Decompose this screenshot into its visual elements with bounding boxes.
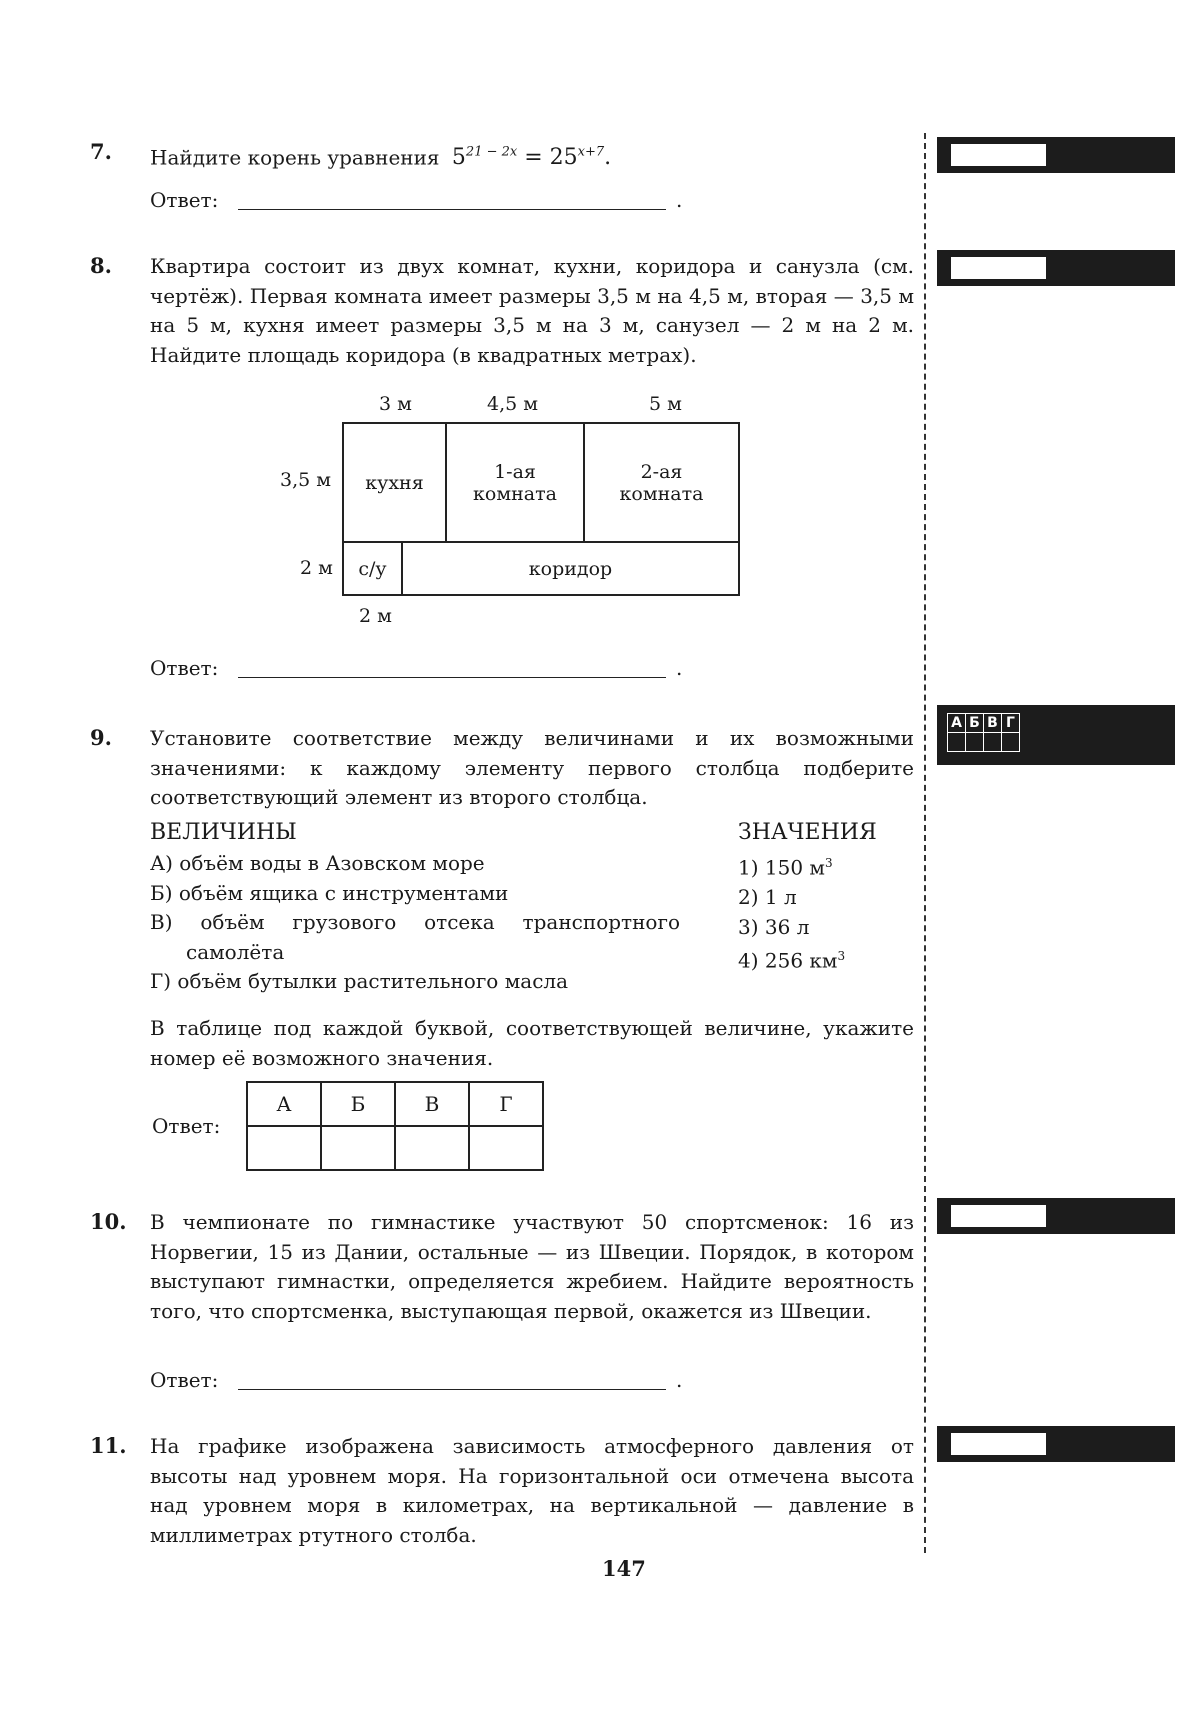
answer-marker-11 [937, 1426, 1175, 1462]
answer-marker-10 [937, 1198, 1175, 1234]
q7-answer-period: . [676, 188, 683, 212]
q9-answer-label: Ответ: [152, 1114, 221, 1138]
q9-right-header: ЗНАЧЕНИЯ [738, 820, 877, 845]
q7-answer-line[interactable] [238, 209, 666, 210]
q7-text: Найдите корень уравнения [150, 145, 440, 170]
side-header-g: Г [1002, 714, 1020, 733]
q11-number: 11. [90, 1433, 127, 1458]
plan-dim-left-2: 2 м [300, 557, 333, 579]
q8-text: Квартира состоит из двух комнат, кухни, коридора и санузла (см. чертёж). Первая комната имеет размеры 3,5 м на 4,5 м, вторая — 3,5 м на 5 м, кухня имеет размеры 3,5 м на 3 м, санузел — 2 м на 2 м. Найдите площадь коридора (в квадратных метрах). [150, 254, 914, 367]
q10-answer-label: Ответ: [150, 1368, 219, 1392]
q9-answer-cell-a[interactable] [247, 1126, 321, 1170]
plan-bathroom: с/у [342, 541, 403, 596]
q9-value-1: 1) 150 $м^3$ [738, 855, 833, 880]
q8-answer-period: . [676, 656, 683, 680]
q9-text: Установите соответствие между величинами и их возможными значениями: к каждому элементу первого столбца подберите соответствующий элемент из второго столбца. [150, 726, 914, 809]
plan-room-2: 2-ая комната [583, 422, 740, 543]
q9-value-3: 3) 36 л [738, 914, 810, 939]
q9-answer-cell-b[interactable] [321, 1126, 395, 1170]
q10-number: 10. [90, 1209, 127, 1234]
q9-item-v: В) объём грузового отсека транспортного самолёта [150, 910, 680, 964]
q7-question [150, 138, 611, 173]
q7-answer-label: Ответ: [150, 188, 219, 212]
page-number: 147 [602, 1556, 646, 1581]
plan-dim-left-1: 3,5 м [280, 469, 332, 491]
q10-text: В чемпионате по гимнастике участвуют 50 спортсменок: 16 из Норвегии, 15 из Дании, остальные — из Швеции. Порядок, в котором выступают гимнастки, определяется жребием. Найдите вероятность того, что спортсменка, выступающая первой, окажется из Швеции. [150, 1210, 914, 1323]
q9-table-header-a: А [247, 1082, 321, 1126]
side-header-v: В [984, 714, 1002, 733]
plan-corridor: коридор [401, 541, 740, 596]
cut-line [924, 133, 926, 1553]
q8-answer-line[interactable] [238, 677, 666, 678]
answer-marker-8 [937, 250, 1175, 286]
side-header-b: Б [966, 714, 984, 733]
q9-answer-cell-v[interactable] [395, 1126, 469, 1170]
answer-marker-7 [937, 137, 1175, 173]
q9-number: 9. [90, 725, 112, 750]
plan-kitchen: кухня [342, 422, 447, 543]
q9-item-a: А) объём воды в Азовском море [150, 851, 485, 875]
plan-room-1: 1-ая комната [445, 422, 585, 543]
plan-dim-top-2: 4,5 м [487, 393, 539, 415]
side-answer-grid [947, 713, 1020, 752]
q9-value-2: 2) 1 л [738, 885, 797, 910]
answer-marker-9 [937, 705, 1175, 765]
q10-answer-period: . [676, 1368, 683, 1392]
q11-text: На графике изображена зависимость атмосферного давления от высоты над уровнем моря. На горизонтальной оси отмечена высота над уровнем моря в километрах, на вертикальной — давление в миллиметрах ртутного столба. [150, 1434, 914, 1547]
plan-dim-top-3: 5 м [649, 393, 682, 415]
q9-item-b: Б) объём ящика с инструментами [150, 880, 509, 905]
q9-items [150, 849, 680, 997]
q7-number: 7. [90, 139, 112, 164]
q8-number: 8. [90, 253, 112, 278]
q9-table-header-v: В [395, 1082, 469, 1126]
q9-value-4: 4) 256 $км^3$ [738, 948, 846, 973]
q9-item-g: Г) объём бутылки растительного масла [150, 969, 569, 993]
q9-answer-table [246, 1081, 544, 1171]
q9-values [738, 849, 845, 976]
side-header-a: А [948, 714, 966, 733]
q8-answer-label: Ответ: [150, 656, 219, 680]
q9-answer-cell-g[interactable] [469, 1126, 543, 1170]
q9-instruction: В таблице под каждой буквой, соответствующей величине, укажите номер её возможного значения. [150, 1016, 914, 1070]
plan-dim-bottom: 2 м [359, 605, 392, 627]
q10-answer-line[interactable] [238, 1389, 666, 1390]
q9-left-header: ВЕЛИЧИНЫ [150, 820, 297, 845]
q9-table-header-g: Г [469, 1082, 543, 1126]
plan-dim-top-1: 3 м [379, 393, 412, 415]
q9-table-header-b: Б [321, 1082, 395, 1126]
q7-equation: $5^{21 - 2x} = 25^{x+7}$. [451, 145, 612, 171]
